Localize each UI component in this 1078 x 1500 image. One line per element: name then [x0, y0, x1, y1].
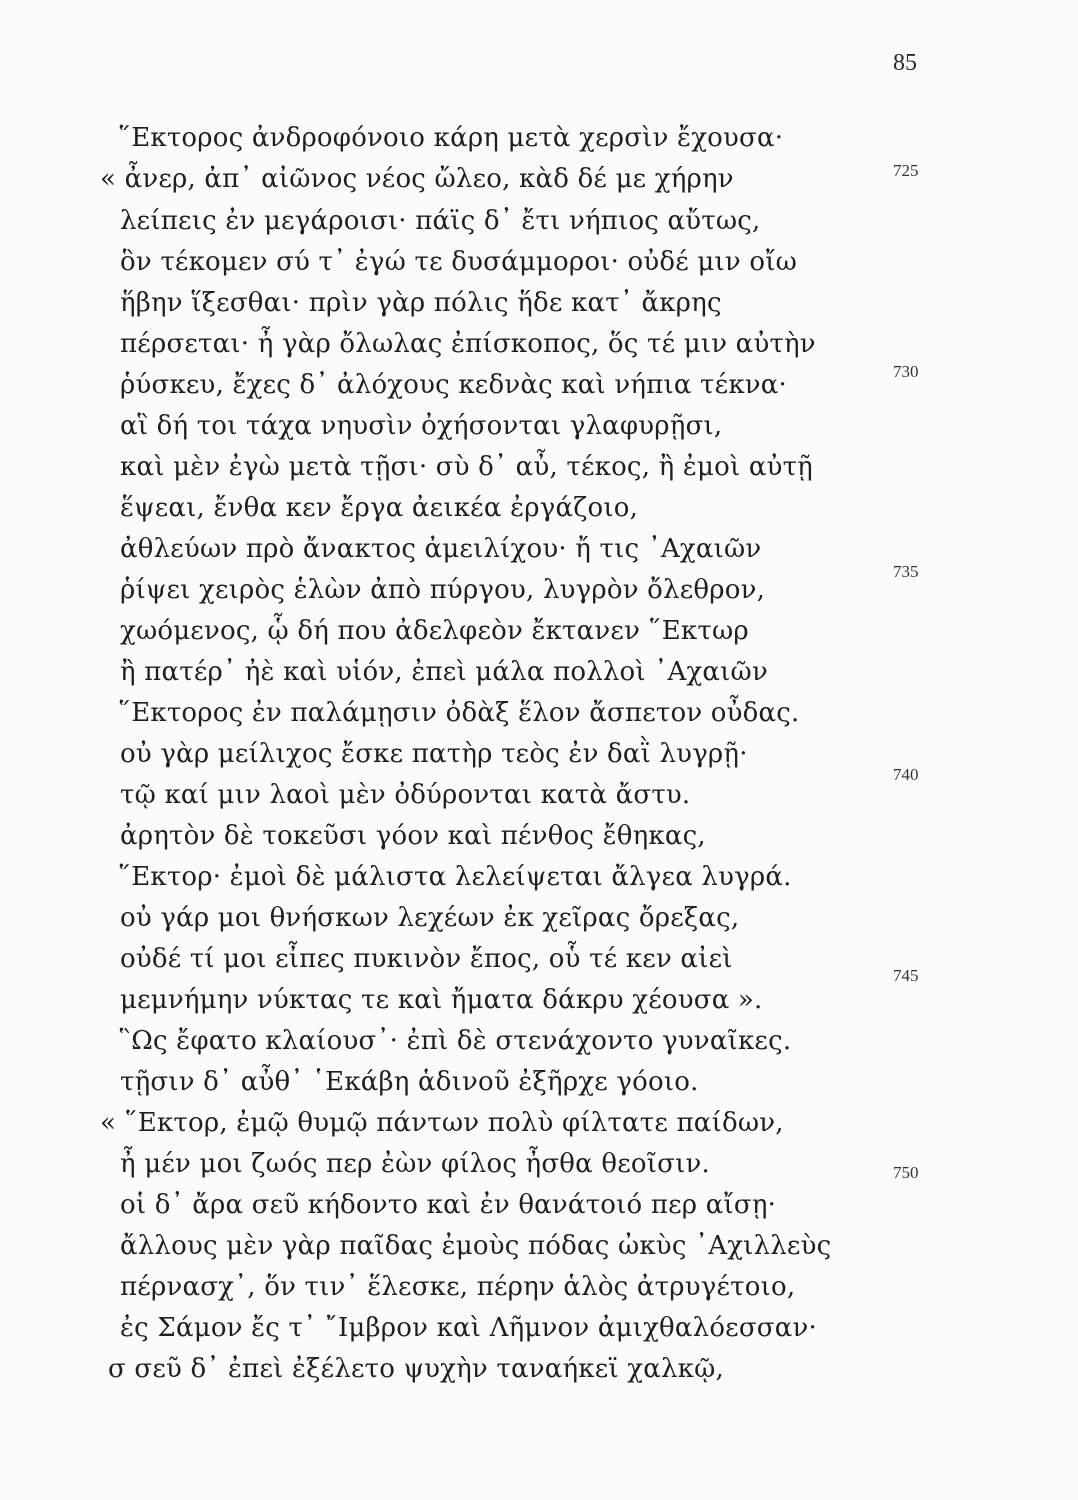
verse-line: ῞Εκτορ· ἐμοὶ δὲ μάλιστα λελείψεται ἄλγεα λυγρά.: [118, 862, 792, 892]
verse-line: τῷ καί μιν λαοὶ μὲν ὀδύρονται κατὰ ἄστυ.: [120, 780, 691, 810]
verse-line: σ σεῦ δ᾽ ἐπεὶ ἐξέλετο ψυχὴν ταναήκεϊ χαλκῷ,: [108, 1354, 724, 1384]
verse-line: ῥίψει χειρὸς ἑλὼν ἀπὸ πύργου, λυγρὸν ὄλεθρον,: [120, 575, 766, 605]
verse-line: ῥύσκευ, ἔχες δ᾽ ἀλόχους κεδνὰς καὶ νήπια τέκνα·: [120, 370, 787, 400]
verse-line: οὐ γὰρ μείλιχος ἔσκε πατὴρ τεὸς ἐν δαῒ λυγρῇ·: [120, 739, 748, 769]
verse-line: οὐδέ τί μοι εἶπες πυκινὸν ἔπος, οὗ τέ κεν αἰεὶ: [120, 944, 733, 974]
verse-line: ἀθλεύων πρὸ ἄνακτος ἀμειλίχου· ἤ τις ᾽Αχαιῶν: [120, 534, 762, 564]
line-number: 735: [893, 562, 919, 581]
verse-line: ἀρητὸν δὲ τοκεῦσι γόον καὶ πένθος ἔθηκας,: [120, 821, 706, 851]
page-number: 85: [893, 50, 917, 76]
verse-line: χωόμενος, ᾧ δή που ἀδελφεὸν ἔκτανεν ῞Εκτωρ: [120, 616, 749, 646]
verse-line: « ῞Εκτορ, ἐμῷ θυμῷ πάντων πολὺ φίλτατε παίδων,: [100, 1108, 784, 1138]
verse-line: ἐς Σάμον ἔς τ᾽ ῎Ιμβρον καὶ Λῆμνον ἀμιχθαλόεσσαν·: [120, 1313, 817, 1343]
verse-line: ἄλλους μὲν γὰρ παῖδας ἐμοὺς πόδας ὠκὺς ᾽Αχιλλεὺς: [120, 1231, 832, 1261]
verse-line: ἥβην ἵξεσθαι· πρὶν γὰρ πόλις ἥδε κατ᾽ ἄκρης: [120, 288, 722, 318]
verse-line: ἦ μέν μοι ζωός περ ἐὼν φίλος ἦσθα θεοῖσιν.: [120, 1149, 710, 1179]
line-number: 750: [893, 1163, 919, 1182]
line-number: 730: [893, 362, 919, 381]
verse-line: τῇσιν δ᾽ αὖθ᾽ ῾Εκάβη ἁδινοῦ ἐξῆρχε γόοιο.: [120, 1067, 699, 1097]
line-number: 725: [893, 161, 919, 180]
verse-line: πέρσεται· ἦ γὰρ ὄλωλας ἐπίσκοπος, ὅς τέ μιν αὐτὴν: [120, 329, 816, 359]
verse-line: ῝Ως ἔφατο κλαίουσ᾽· ἐπὶ δὲ στενάχοντο γυναῖκες.: [118, 1026, 792, 1056]
verse-line: καὶ μὲν ἐγὼ μετὰ τῇσι· σὺ δ᾽ αὖ, τέκος, ἢ ἐμοὶ αὐτῇ: [120, 452, 813, 482]
verse-line: αἳ δή τοι τάχα νηυσὶν ὀχήσονται γλαφυρῇσι,: [120, 411, 723, 441]
verse-line: ῞Εκτορος ἐν παλάμῃσιν ὀδὰξ ἕλον ἄσπετον οὖδας.: [118, 698, 800, 728]
verse-line: μεμνήμην νύκτας τε καὶ ἤματα δάκρυ χέουσα ».: [120, 985, 763, 1015]
verse-line: ὃν τέκομεν σύ τ᾽ ἐγώ τε δυσάμμοροι· οὐδέ μιν οἴω: [120, 247, 797, 277]
verse-line: πέρνασχ᾽, ὅν τιν᾽ ἕλεσκε, πέρην ἁλὸς ἀτρυγέτοιο,: [120, 1272, 796, 1302]
verse-line: « ἆνερ, ἀπ᾽ αἰῶνος νέος ὤλεο, κὰδ δέ με χήρην: [100, 164, 734, 194]
verse-line: λείπεις ἐν μεγάροισι· πάϊς δ᾽ ἔτι νήπιος αὔτως,: [120, 206, 761, 236]
line-number: 740: [893, 765, 919, 784]
verse-line: ἢ πατέρ᾽ ἠὲ καὶ υἱόν, ἐπεὶ μάλα πολλοὶ ᾽Αχαιῶν: [120, 657, 768, 687]
verse-line: οὐ γάρ μοι θνήσκων λεχέων ἐκ χεῖρας ὄρεξας,: [120, 903, 740, 933]
line-number: 745: [893, 966, 919, 985]
verse-line: ἕψεαι, ἔνθα κεν ἔργα ἀεικέα ἐργάζοιο,: [120, 493, 639, 523]
verse-line: ῞Εκτορος ἀνδροφόνοιο κάρη μετὰ χερσὶν ἔχουσα·: [118, 123, 784, 153]
verse-line: οἱ δ᾽ ἄρα σεῦ κήδοντο καὶ ἐν θανάτοιό περ αἴσῃ·: [120, 1190, 777, 1220]
